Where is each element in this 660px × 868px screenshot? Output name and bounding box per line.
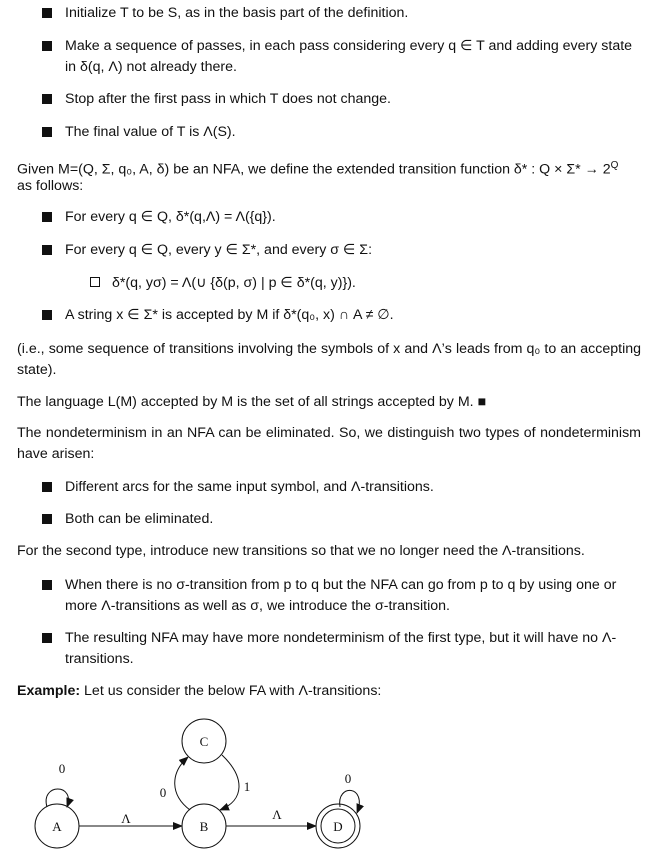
definition-line-2: as follows: [17, 178, 84, 194]
b-to-d-label: Λ [272, 807, 282, 822]
b-to-c-arrow [175, 757, 190, 810]
bullet-marker [42, 580, 52, 590]
b-to-c-label: 0 [159, 785, 167, 800]
state-a-label: A [52, 819, 62, 834]
sub-bullet: δ*(q, yσ) = Λ(∪ {δ(p, σ) | p ∈ δ*(q, y)}). [112, 275, 356, 291]
definition-line [17, 155, 618, 181]
loop-a-label: 0 [58, 761, 66, 776]
second-bullet-1: When there is no σ-transition from p to q but the NFA can go from p to q by using one or more Λ-transitions as well as σ, we introduce the σ-transition. [65, 577, 617, 614]
intro-bullet-1: Initialize T to be S, as in the basis part of the definition. [65, 5, 409, 21]
bullet-marker [42, 212, 52, 222]
bullet-marker [42, 8, 52, 18]
state-b-label: B [199, 819, 209, 834]
example-text: Let us consider the below FA with Λ-transitions: [80, 683, 382, 699]
bullet-marker [42, 633, 52, 643]
def-bullet-2: For every q ∈ Q, every y ∈ Σ*, and every σ ∈ Σ: [65, 242, 373, 258]
second-type-paragraph: For the second type, introduce new transitions so that we no longer need the Λ-transitions. [17, 543, 585, 559]
c-to-b-arrow [220, 755, 239, 810]
bullet-marker [42, 245, 52, 255]
c-to-b-label: 1 [243, 779, 251, 794]
nondet-bullet-2: Both can be eliminated. [65, 511, 214, 527]
nondet-bullet-1: Different arcs for the same input symbol, and Λ-transitions. [65, 479, 434, 495]
state-c-label: C [199, 734, 209, 749]
ie-paragraph: (i.e., some sequence of transitions involving the symbols of x and Λ’s leads from q₀ to an accepting state). [17, 341, 641, 378]
def-bullet-1: For every q ∈ Q, δ*(q,Λ) = Λ({q}). [65, 209, 276, 225]
language-paragraph: The language L(M) accepted by M is the set of all strings accepted by M. ■ [17, 394, 487, 410]
example-line [17, 681, 381, 702]
bullet-marker [42, 127, 52, 137]
a-to-b-label: Λ [121, 811, 131, 826]
bullet-marker [42, 41, 52, 51]
definition-superscript: Q [610, 160, 619, 171]
bullet-marker [42, 310, 52, 320]
example-label: Example: [17, 683, 81, 699]
bullet-marker [42, 514, 52, 524]
nondeterminism-paragraph: The nondeterminism in an NFA can be eliminated. So, we distinguish two types of nondeterminism have arisen: [17, 425, 641, 462]
intro-bullet-2: Make a sequence of passes, in each pass considering every q ∈ T and adding every state [65, 38, 633, 54]
loop-d-label: 0 [344, 771, 352, 786]
definition-text: Given M=(Q, Σ, q₀, A, δ) be an NFA, we define the extended transition function δ* : Q × Σ* → 2 [17, 161, 611, 178]
second-bullet-2: The resulting NFA may have more nondeterminism of the first type, but it will have no Λ-transitions. [65, 630, 617, 667]
intro-bullet-2-cont: in δ(q, Λ) not already there. [65, 59, 237, 75]
fa-diagram [0, 715, 660, 868]
bullet-marker [42, 482, 52, 492]
accept-bullet: A string x ∈ Σ* is accepted by M if δ*(q₀, x) ∩ A ≠ ∅. [65, 307, 394, 323]
intro-bullet-3: Stop after the first pass in which T does not change. [65, 91, 391, 107]
bullet-marker [42, 94, 52, 104]
state-d-label: D [333, 819, 343, 834]
intro-bullet-4: The final value of T is Λ(S). [65, 124, 236, 140]
hollow-bullet-marker [90, 277, 100, 287]
